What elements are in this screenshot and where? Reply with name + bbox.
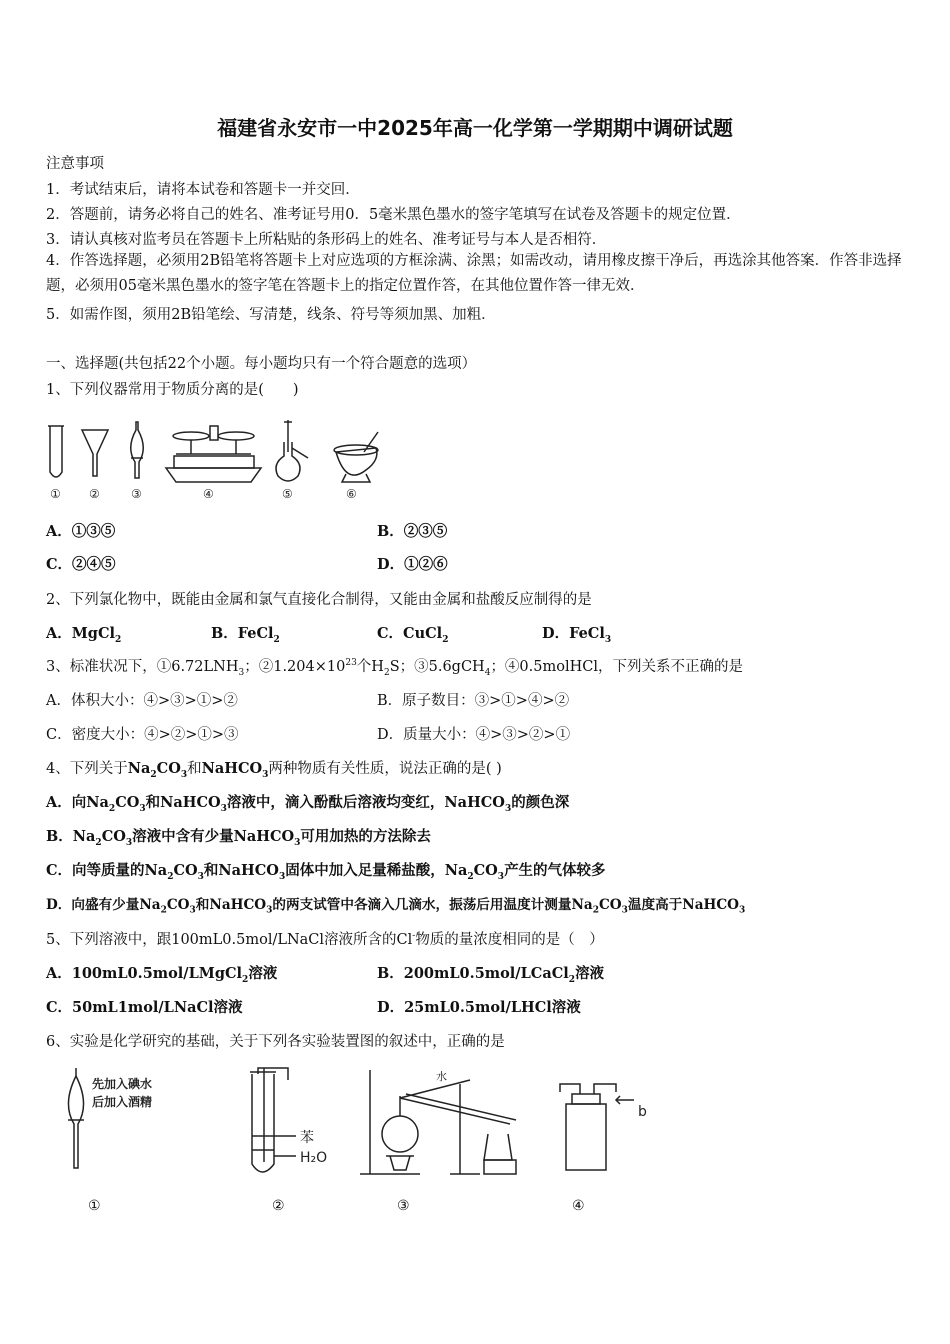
q5-option-a[interactable]: A．100mL0.5mol/LMgCl$_2$溶液 — [46, 965, 278, 985]
q3-option-c[interactable]: C．密度大小：④>②>①>③ — [46, 727, 239, 743]
q2-option-c[interactable]: C．CuCl$_2$ — [377, 625, 449, 645]
notice-item-3: 3．请认真核对监考员在答题卡上所粘贴的条形码上的姓名、准考证号与本人是否相符． — [46, 232, 607, 248]
notice-item-5: 5．如需作图，须用2B铅笔绘、写清楚，线条、符号等须加黑、加粗． — [46, 307, 496, 323]
notice-item-1: 1．考试结束后，请将本试卷和答题卡一并交回． — [46, 182, 360, 198]
funnel-icon — [82, 430, 108, 476]
q4-option-d[interactable]: D．向盛有少量$Na_2CO_3$和NaHCO$_3$的两支试管中各滴入几滴水，振荡后用温度计测量$Na_2CO_3$温度高于NaHCO$_3$ — [46, 897, 746, 916]
distilling-flask-icon — [276, 420, 308, 481]
q1-option-b[interactable]: B．②③⑤ — [377, 523, 448, 540]
q4-option-b[interactable]: B．$Na_2CO_3$溶液中含有少量NaHCO$_3$可用加热的方法除去 — [46, 828, 431, 848]
page-title: 福建省永安市一中2025年高一化学第一学期期中调研试题 — [217, 116, 733, 140]
balance-icon — [166, 426, 261, 482]
q6-label-4: ④ — [572, 1198, 585, 1214]
test-tube-layers-icon — [250, 1068, 296, 1172]
q3-option-d[interactable]: D．质量大小：④>③>②>① — [377, 727, 571, 743]
q6-label-3: ③ — [397, 1198, 410, 1214]
q3-option-b[interactable]: B．原子数目：③>①>④>② — [377, 693, 570, 709]
q5-option-b[interactable]: B．200mL0.5mol/LCaCl$_2$溶液 — [377, 965, 605, 985]
q1-option-a[interactable]: A．①③⑤ — [46, 523, 116, 540]
q5-option-c[interactable]: C．50mL1mol/LNaCl溶液 — [46, 999, 243, 1016]
separatory-funnel-icon — [68, 1068, 84, 1168]
q6-label-2: ② — [272, 1198, 285, 1214]
notice-item-4: 4．作答选择题，必须用2B铅笔将答题卡上对应选项的方框涂满、涂黑；如需改动，请用橡皮擦干净后，再选涂其他答案．作答非选择题，必须用05毫米黑色墨水的签字笔在答题卡上的指定位置作答，在其他位置作答一律无效． — [46, 253, 902, 294]
q1-option-d[interactable]: D．①②⑥ — [377, 556, 448, 573]
q6-fig2-benzene: 苯 — [300, 1130, 314, 1146]
test-tube-icon — [50, 426, 62, 477]
q5-option-d[interactable]: D．25mL0.5mol/LHCl溶液 — [377, 999, 581, 1016]
q4-option-a[interactable]: A．向$Na_2CO_3$和NaHCO$_3$溶液中，滴入酚酞后溶液均变红，NaHCO$_3$的颜色深 — [46, 794, 570, 814]
notice-heading: 注意事项 — [46, 156, 104, 172]
section-heading: 一、选择题(共包括22个小题。每小题均只有一个符合题意的选项） — [46, 356, 477, 372]
q6-fig3-water: 水 — [436, 1070, 447, 1083]
q2-stem: 2、下列氯化物中，既能由金属和氯气直接化合制得，又能由金属和盐酸反应制得的是 — [46, 592, 592, 608]
q5-stem: 5、下列溶液中，跟100mL0.5mol/LNaCl溶液所含的Cl-物质的量浓度相同的是（ ） — [46, 931, 604, 948]
separatory-funnel-icon — [131, 422, 144, 478]
q1-option-c[interactable]: C．②④⑤ — [46, 556, 116, 573]
q3-option-a[interactable]: A．体积大小：④>③>①>② — [46, 693, 238, 709]
q2-option-d[interactable]: D．FeCl$_3$ — [542, 625, 612, 645]
q4-stem: 4、下列关于$Na_2CO_3$和NaHCO$_3$两种物质有关性质，说法正确的是( ) — [46, 760, 502, 780]
q1-stem: 1、下列仪器常用于物质分离的是( ) — [46, 382, 299, 398]
q6-fig1-text-1: 先加入碘水 — [92, 1077, 153, 1091]
q4-option-c[interactable]: C．向等质量的$Na_2CO_3$和NaHCO$_3$固体中加入足量稀盐酸，$Na_2CO_3$产生的气体较多 — [46, 862, 606, 882]
q1-label-5: ⑤ — [282, 487, 293, 501]
q6-fig4-b: b — [638, 1104, 647, 1120]
q6-stem: 6、实验是化学研究的基础，关于下列各实验装置图的叙述中，正确的是 — [46, 1034, 505, 1050]
distillation-apparatus-icon — [360, 1070, 516, 1174]
q1-label-6: ⑥ — [346, 487, 357, 501]
q1-label-3: ③ — [131, 487, 142, 501]
evaporating-dish-icon — [334, 432, 378, 482]
notice-item-2: 2．答题前，请务必将自己的姓名、准考证号用0．5毫米黑色墨水的签字笔填写在试卷及答题卡的规定位置． — [46, 207, 741, 223]
q6-fig2-water: H₂O — [300, 1150, 328, 1166]
q2-option-a[interactable]: A．MgCl$_2$ — [46, 625, 122, 645]
q1-label-4: ④ — [203, 487, 214, 501]
q1-instruments-figure — [46, 412, 386, 512]
q6-apparatus-figure — [60, 1064, 660, 1184]
q3-stem: 3、标准状况下，$①6.72LNH_3$；$②1.204\times 10^{23}$个$H_2S$；③5.6gCH$_4$；④0.5molHCl，下列关系不正确的是 — [46, 658, 743, 678]
q1-label-1: ① — [50, 487, 61, 501]
q2-option-b[interactable]: B．FeCl$_2$ — [211, 625, 280, 645]
q6-label-1: ① — [88, 1198, 101, 1214]
q6-fig1-text-2: 后加入酒精 — [92, 1095, 153, 1109]
gas-washing-bottle-icon — [560, 1084, 634, 1170]
q1-label-2: ② — [89, 487, 100, 501]
